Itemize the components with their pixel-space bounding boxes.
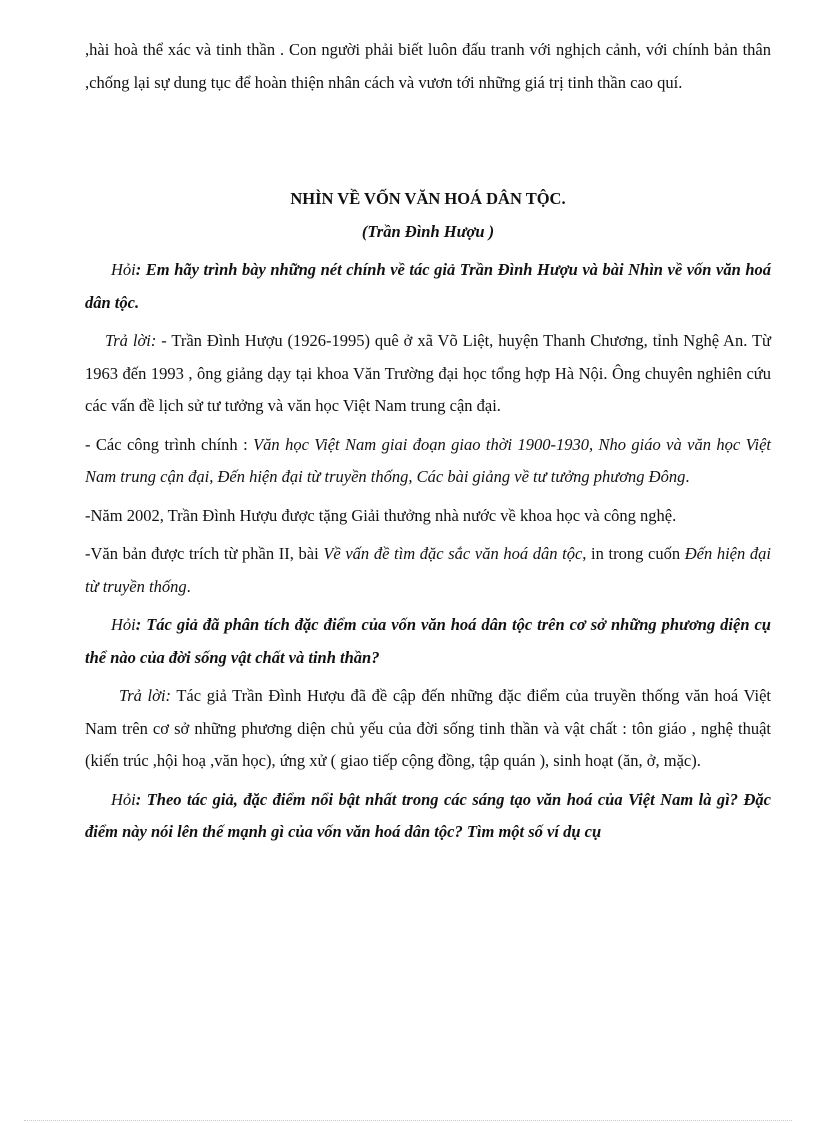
question-2-text: : Tác giả đã phân tích đặc điểm của vốn văn hoá dân tộc trên cơ sở những phương diện cụ thể nào của đời sống vật chất và tinh thần? xyxy=(85,615,771,667)
document-page xyxy=(85,34,771,855)
excerpt-b: , in trong cuốn xyxy=(582,544,685,563)
question-3 xyxy=(85,784,771,849)
question-label: Hỏi xyxy=(111,789,136,809)
article-title: NHÌN VỀ VỐN VĂN HOÁ DÂN TỘC. xyxy=(290,189,566,208)
answer-2 xyxy=(85,680,771,778)
answer-1-text: - Trần Đình Hượu (1926-1995) quê ở xã Võ Liệt, huyện Thanh Chương, tỉnh Nghệ An. Từ 1963 đến 1993 , ông giảng dạy tại khoa Văn Trường đại học tổng hợp Hà Nội. Ông chuyên nghiên cứu các vấn đề lịch sử tư tưởng và văn học Việt Nam trung cận đại. xyxy=(85,331,771,415)
answer-2-text: Tác giả Trần Đình Hượu đã đề cập đến những đặc điểm của truyền thống văn hoá Việt Nam trên cơ sở những phương diện chủ yếu của đời sống tinh thần và vật chất : tôn giáo , nghệ thuật (kiến trúc ,hội hoạ ,văn học), ứng xử ( giao tiếp cộng đồng, tập quán ), sinh hoạt (ăn, ở, mặc). xyxy=(85,686,771,770)
works-prefix: - Các công trình chính : xyxy=(85,434,254,454)
excerpt-title: Về vấn đề tìm đặc sắc văn hoá dân tộc xyxy=(323,544,583,563)
answer-label: Trả lời: xyxy=(119,686,172,705)
question-1-text: : Em hãy trình bày những nét chính về tác giả Trần Đình Hượu và bài Nhìn về vốn văn hoá dân tộc. xyxy=(85,260,771,312)
question-label: Hỏi xyxy=(111,615,136,634)
works-list: Văn học Việt Nam giai đoạn giao thời 1900-1930, Nho giáo và văn học Việt Nam trung cận đại, Đến hiện đại từ truyền thống, Các bài giảng về tư tưởng phương Đông xyxy=(85,434,771,486)
question-1 xyxy=(85,254,771,319)
excerpt-book: Đến hiện đại từ truyền thống xyxy=(85,544,771,596)
excerpt-a: -Văn bản được trích từ phần II, bài xyxy=(85,544,324,563)
intro-paragraph: ,hài hoà thể xác và tinh thần . Con người phải biết luôn đấu tranh với nghịch cảnh, với chính bản thân ,chống lại sự dung tục để hoàn thiện nhân cách và vươn tới những giá trị tinh thần cao quí. xyxy=(85,40,771,92)
answer-label: Trả lời: xyxy=(105,331,157,350)
question-3-text: : Theo tác giả, đặc điểm nổi bật nhất trong các sáng tạo văn hoá của Việt Nam là gì? Đặc điểm này nói lên thế mạnh gì của vốn văn hoá dân tộc? Tìm một số ví dụ cụ xyxy=(85,789,771,841)
page-bottom-rule xyxy=(24,1120,792,1121)
section-gap xyxy=(85,99,771,181)
answer-1 xyxy=(85,325,771,423)
question-2 xyxy=(85,609,771,674)
works-paragraph xyxy=(85,429,771,494)
article-author: (Trần Đình Hượu ) xyxy=(361,221,495,241)
excerpt-paragraph xyxy=(85,538,771,603)
question-label: Hỏi xyxy=(111,260,136,279)
award-paragraph: -Năm 2002, Trần Đình Hượu được tặng Giải thưởng nhà nước về khoa học và công nghệ. xyxy=(85,505,677,525)
excerpt-end: . xyxy=(186,576,191,596)
works-end: . xyxy=(685,467,690,486)
